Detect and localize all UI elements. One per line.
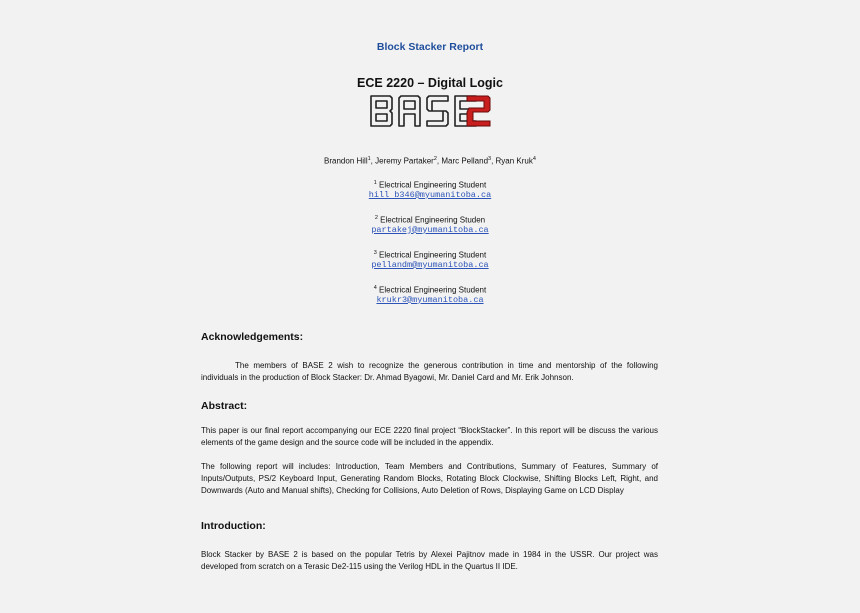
email-link[interactable]: krukr3@myumanitoba.ca bbox=[376, 294, 484, 305]
affiliation-title: $^1$ Electrical Engineering Student bbox=[373, 180, 487, 190]
affiliation-block bbox=[0, 250, 860, 270]
email-link[interactable]: pellandm@myumanitoba.ca bbox=[371, 259, 489, 270]
author-name: Marc Pelland bbox=[441, 156, 489, 166]
abstract-heading: Abstract: bbox=[201, 400, 248, 412]
email-link[interactable]: partakej@myumanitoba.ca bbox=[371, 224, 489, 235]
introduction-heading: Introduction: bbox=[201, 520, 266, 532]
affiliation-block bbox=[0, 215, 860, 235]
affiliation-block bbox=[0, 285, 860, 305]
author-name: Brandon Hill bbox=[324, 156, 368, 166]
affiliation-block bbox=[0, 180, 860, 200]
author-name: Jeremy Partaker bbox=[375, 156, 434, 166]
email-link[interactable]: hill b346@myumanitoba.ca bbox=[368, 189, 492, 200]
abstract-paragraph-2: The following report will includes: Introduction, Team Members and Contributions, Summary of Features, Summary of Inputs/Outputs, PS/2 Keyboard Input, Generating Random Blocks, Rotating Block Clockwise, Shifting Blocks Left, Right, and Downwards (Auto and Manual shifts), Checking for Collisions, Auto Deletion of Rows, Displaying Game on LCD Display bbox=[201, 462, 658, 495]
author-name: Ryan Kruk bbox=[495, 156, 533, 166]
authors-line: Brandon Hill$^1$, Jeremy Partaker$^2$, Marc Pelland$^3$, Ryan Kruk$^4$ bbox=[324, 156, 536, 166]
introduction-body: Block Stacker by BASE 2 is based on the popular Tetris by Alexei Pajitnov made in 1984 in the USSR. Our project was developed from scratch on a Terasic De2-115 using the Verilog HDL in the Quartus II IDE. bbox=[201, 550, 658, 571]
acknowledgements-body: The members of BASE 2 wish to recognize the generous contribution in time and mentorship of the following individuals in the production of Block Stacker: Dr. Ahmad Byagowi, Mr. Daniel Card and Mr. Erik Johnson. bbox=[201, 361, 658, 382]
abstract-paragraph-1: This paper is our final report accompanying our ECE 2220 final project “BlockStacker”. In this report will be discuss the various elements of the game design and the source code will be included in the appendix. bbox=[201, 426, 658, 447]
affiliation-title: $^2$ Electrical Engineering Studen bbox=[374, 215, 486, 225]
report-title: Block Stacker Report bbox=[376, 41, 484, 53]
course-title: ECE 2220 – Digital Logic bbox=[357, 76, 503, 90]
base2-logo bbox=[368, 93, 492, 129]
affiliation-title: $^4$ Electrical Engineering Student bbox=[373, 285, 487, 295]
affiliation-title: $^3$ Electrical Engineering Student bbox=[373, 250, 487, 260]
acknowledgements-heading: Acknowledgements: bbox=[201, 331, 304, 343]
